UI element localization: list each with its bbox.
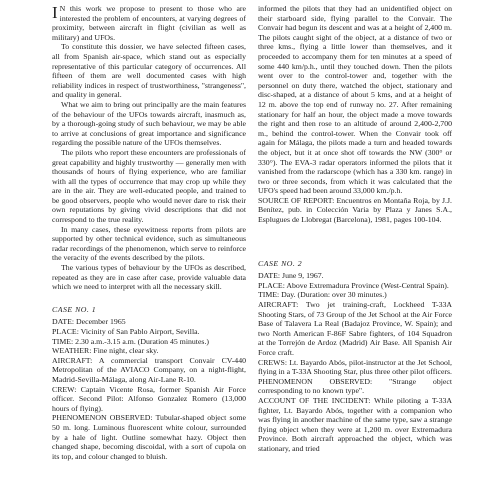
case-2-account: ACCOUNT OF THE INCIDENT: While piloting a T-33A fighter, Lt. Bayardo Abós, together with a companion who was flying in another machine of the same type, saw a strange flying object when they were at 1,200 m. over Extremadura Province. Both aircraft approached the object, which was stationary, and tried [258, 395, 452, 453]
case-1-continuation: informed the pilots that they had an unidentified object on their starboard side, flying parallel to the Convair. The Convair had begun its descent and was at a height of 2,400 m. The pilots caught sight of the object, at a distance of two or three kms., flying a little lower than themselves, and it proceeded to accompany them for ten minutes at a speed of some 440 km/p.h., until they touched down. Then the pilots went over to the control-tower and, together with the personnel on duty there, watched the object, stationary and disc-shaped, at a distance of about 5 kms, and at a height of 12 m. above the top end of runway no. 27. After remaining stationary for half an hour, the object made a move towards the right and then rose to an altitude of around 2,400-2,700 m., behind the control-tower. When the Convair took off again for Málaga, the pilots made a turn and headed towards the object, but it at once shot off towards the NW (300° or 330°). The EVA-3 radar operators informed the pilots that it vanished from the radarscope (which has a 330 km. range) in two or three seconds, from which it was calculated that the UFO's speed had been around 33,000 km./p.h. [258, 4, 452, 196]
case-1-crew: CREW: Captain Vicente Rosa, former Spanish Air Force officer. Second Pilot: Alfonso Gonzalez Romero (13,000 hours of flying). [52, 384, 246, 413]
intro-paragraph-3: What we aim to bring out principally are the main features of the behaviour of the UFOs towards aircraft, inasmuch as, by a thorough-going study of such behaviour, we may be able to arrive at conclusions of great importance and significance regarding the possible nature of the UFOs themselves. [52, 99, 246, 148]
case-2-aircraft: AIRCRAFT: Two jet training-craft, Lockheed T-33A Shooting Stars, of 73 Group of the Jet School at the Air Force Base of Talavera La Real (Badajoz Province, W. Spain); and two North American F-86F Sabre fighters, of 104 Squadron at the Torrejón de Ardoz (Madrid) Air Base. All Spanish Air Force craft. [258, 300, 452, 357]
case-1-title: CASE NO. 1 [52, 304, 97, 314]
right-column [258, 4, 452, 454]
case-2-title: CASE NO. 2 [258, 258, 303, 268]
intro-paragraph-2: To constitute this dossier, we have selected fifteen cases, all from Spanish air-space, which stand out as especially representative of this particular category of occurrences. All fifteen of them are well documented cases with high reliability indices in respect of trustworthiness, "strangeness", and quality in general. [52, 42, 246, 100]
case-2-crews: CREWS: Lt. Bayardo Abós, pilot-instructor at the Jet School, flying in a T-33A Shooting Star, plus three other pilot officers. [258, 357, 453, 377]
case-1-source: SOURCE OF REPORT: Encuentros en Montaña Roja, by J.J. Benítez, pub. in Colección Varia by Plaza y Janes S.A., Esplugues de Llobregat (Barcelona), 1981, pages 100-104. [258, 195, 452, 225]
case-2-place: PLACE: Above Extremadura Province (West-Central Spain). [258, 280, 449, 290]
case-1-weather: WEATHER: Fine night, clear sky. [52, 346, 159, 356]
intro-paragraph-5: In many cases, these eyewitness reports from pilots are supported by other technical evidence, such as simultaneous radar recordings of the phenomenon, which serve to reinforce the veracity of the events described by the pilots. [52, 224, 246, 263]
case-1-date: DATE: December 1965 [52, 317, 126, 327]
case-1-aircraft: AIRCRAFT: A commercial transport Convair CV-440 Metropolitan of the AVIACO Company, on a night-flight, Madrid-Sevilla-Málaga, along Air-Lane R-10. [52, 355, 246, 384]
case-1-time: TIME: 2.30 a.m.-3.15 a.m. (Duration 45 minutes.) [52, 336, 209, 346]
case-2-time: TIME: Day. (Duration: over 30 minutes.) [258, 290, 387, 300]
case-1-phenomenon: PHENOMENON OBSERVED: Tubular-shaped object some 50 m. long. Luminous fluorescent white colour, surrounded by a hale of light. Outline somewhat hazy. Object then changed shape, becoming discoidal, with a sort of cupola on its top, and colour changed to bluish. [52, 413, 246, 461]
case-2-date: DATE: June 9, 1967. [258, 271, 324, 281]
case-2-phenomenon: PHENOMENON OBSERVED: "Strange object corresponding to no known type". [258, 376, 452, 396]
case-1-place: PLACE: Vicinity of San Pablo Airport, Sevilla. [52, 327, 200, 336]
intro-paragraph-6: The various types of behaviour by the UFOs as described, repeated as they are in case after case, provide valuable data which we need to interpret with all the necessary skill. [52, 263, 246, 292]
intro-paragraph-4: The pilots who report these encounters are professionals of great capability and highly trustworthy — generally men with thousands of hours of flying experience, who are familiar with all the types of occurrence that may crop up while they are in the air. They are well-educated people, and trained to be good observers, people who would never dare to risk their own reputations by giving vivid descriptions that did not correspond to the true reality. [52, 147, 246, 225]
drop-cap: I [52, 3, 58, 22]
intro-paragraph-1: I N this work we propose to present to those who are interested the problem of encounters, at varying degrees of proximity, between aircraft in flight (civilian as well as military) and UFOs. [52, 3, 246, 42]
left-column [52, 4, 246, 461]
